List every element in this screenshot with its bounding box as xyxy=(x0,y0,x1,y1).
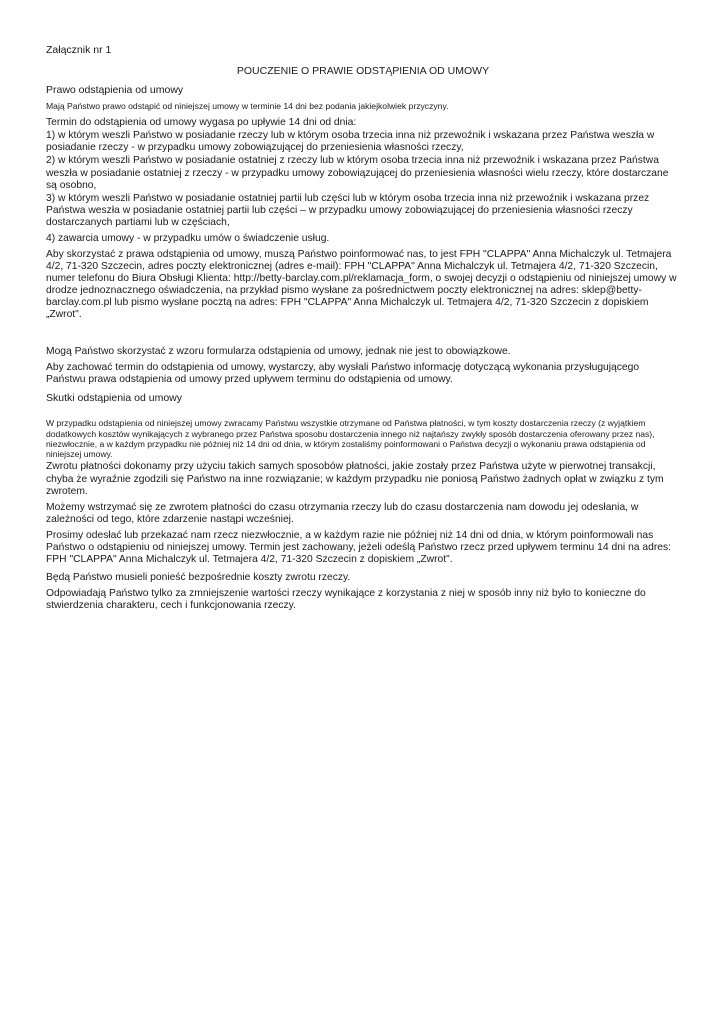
section-heading-right-of-withdrawal: Prawo odstąpienia od umowy xyxy=(46,84,184,96)
costs-paragraph: Będą Państwo musieli ponieść bezpośrednie koszty zwrotu rzeczy. xyxy=(46,571,351,583)
term-item-4: 4) zawarcia umowy - w przypadku umów o świadczenie usług. xyxy=(46,232,330,244)
deadline-note-paragraph: Aby zachować termin do odstąpienia od umowy, wystarczy, aby wysłali Państwo informację dotyczącą wykonania przysługującego Państwu prawa odstąpienia od umowy przed upływem terminu do odstąpienia od umowy. xyxy=(46,362,640,386)
inform-paragraph: Aby skorzystać z prawa odstąpienia od umowy, muszą Państwo poinformować nas, to jest FPH "CLAPPA" Anna Michalczyk ul. Tetmajera 4/2, 71-320 Szczecin, adres poczty elektronicznej (adres e-mail): FPH "CLAPPA" Anna Michalczyk ul. Tetmajera 4/2, 71-320 Szczecin, numer telefonu do Biura Obsługi Klienta: http://betty-barclay.com.pl/reklamacja_form, o swojej decyzji o odstąpieniu od niniejszej umowy w drodze jednoznacznego oświadczenia, na przykład pismo wysłane za pośrednictwem poczty elektronicznej na adres: sklep@betty-barclay.com.pl lub pismo wysłane pocztą na adres: FPH "CLAPPA" Anna Michalczyk ul. Tetmajera 4/2, 71-320 Szczecin z dopiskiem „Zwrot". xyxy=(46,248,677,321)
refund-method-paragraph: Zwrotu płatności dokonamy przy użyciu takich samych sposobów płatności, jakie zostały przez Państwa użyte w pierwotnej transakcji, chyba że wyraźnie zgodzili się Państwo na inne rozwiązanie; w każdym przypadku nie poniosą Państwo żadnych opłat w związku z tym zwrotem. xyxy=(46,461,664,497)
document-page xyxy=(46,44,680,613)
intro-paragraph: Mają Państwo prawo odstąpić od niniejszej umowy w terminie 14 dni bez podania jakiejkolwiek przyczyny. xyxy=(46,101,449,111)
term-lead-paragraph: Termin do odstąpienia od umowy wygasa po upływie 14 dni od dnia: xyxy=(46,117,357,129)
liability-paragraph: Odpowiadają Państwo tylko za zmniejszenie wartości rzeczy wynikające z korzystania z niej w sposób inny niż było to konieczne do stwierdzenia charakteru, cech i funkcjonowania rzeczy. xyxy=(46,587,646,611)
spacer xyxy=(46,322,680,346)
section-heading-effects: Skutki odstąpienia od umowy xyxy=(46,392,182,405)
form-note-paragraph: Mogą Państwo skorzystać z wzoru formularza odstąpienia od umowy, jednak nie jest to obowiązkowe. xyxy=(46,346,511,358)
effects-paragraph: W przypadku odstąpienia od niniejszej umowy zwracamy Państwu wszystkie otrzymane od Państwa płatności, w tym koszty dostarczenia rzeczy (z wyjątkiem dodatkowych kosztów wynikających z wybranego przez Państwa sposobu dostarczenia innego niż najtańszy zwykły sposób dostarczenia oferowany przez nas), niezwłocznie, a w każdym przypadku nie później niż 14 dni od dnia, w którym zostaliśmy poinformowani o Państwa decyzji o wykonaniu prawa odstąpienia od niniejszej umowy. xyxy=(46,418,655,460)
annex-label: Załącznik nr 1 xyxy=(46,44,112,56)
document-title: POUCZENIE O PRAWIE ODSTĄPIENIA OD UMOWY xyxy=(236,65,490,77)
spacer xyxy=(46,409,680,418)
term-item-1: 1) w którym weszli Państwo w posiadanie rzeczy lub w którym osoba trzecia inna niż przewoźnik i wskazana przez Państwa weszła w posiadanie rzeczy - w przypadku umowy zobowiązującej do przeniesienia własności rzeczy, xyxy=(46,130,655,154)
term-item-2: 2) w którym weszli Państwo w posiadanie ostatniej z rzeczy lub w którym osoba trzecia inna niż przewoźnik i wskazana przez Państwa weszła w posiadanie ostatniej z rzeczy - w przypadku umowy zobowiązującej do przeniesienia własności wielu rzeczy, które dostarczane są osobno, xyxy=(46,155,669,191)
term-item-3: 3) w którym weszli Państwo w posiadanie ostatniej partii lub części lub w którym osoba trzecia inna niż przewoźnik i wskazana przez Państwa weszła w posiadanie ostatniej partii lub części – w przypadku umowy zobowiązującej do przeniesienia własności rzeczy dostarczanych partiami lub w częściach, xyxy=(46,192,650,228)
send-back-paragraph: Prosimy odesłać lub przekazać nam rzecz niezwłocznie, a w każdym razie nie później niż 14 dni od dnia, w którym poinformowali nas Państwo o odstąpieniu od niniejszej umowy. Termin jest zachowany, jeżeli odeślą Państwo rzecz przed upływem terminu 14 dni na adres: FPH "CLAPPA" Anna Michalczyk ul. Tetmajera 4/2, 71-320 Szczecin z dopiskiem „Zwrot". xyxy=(46,529,671,565)
withhold-paragraph: Możemy wstrzymać się ze zwrotem płatności do czasu otrzymania rzeczy lub do czasu dostarczenia nam dowodu jej odesłania, w zależności od tego, które zdarzenie nastąpi wcześniej. xyxy=(46,501,639,525)
